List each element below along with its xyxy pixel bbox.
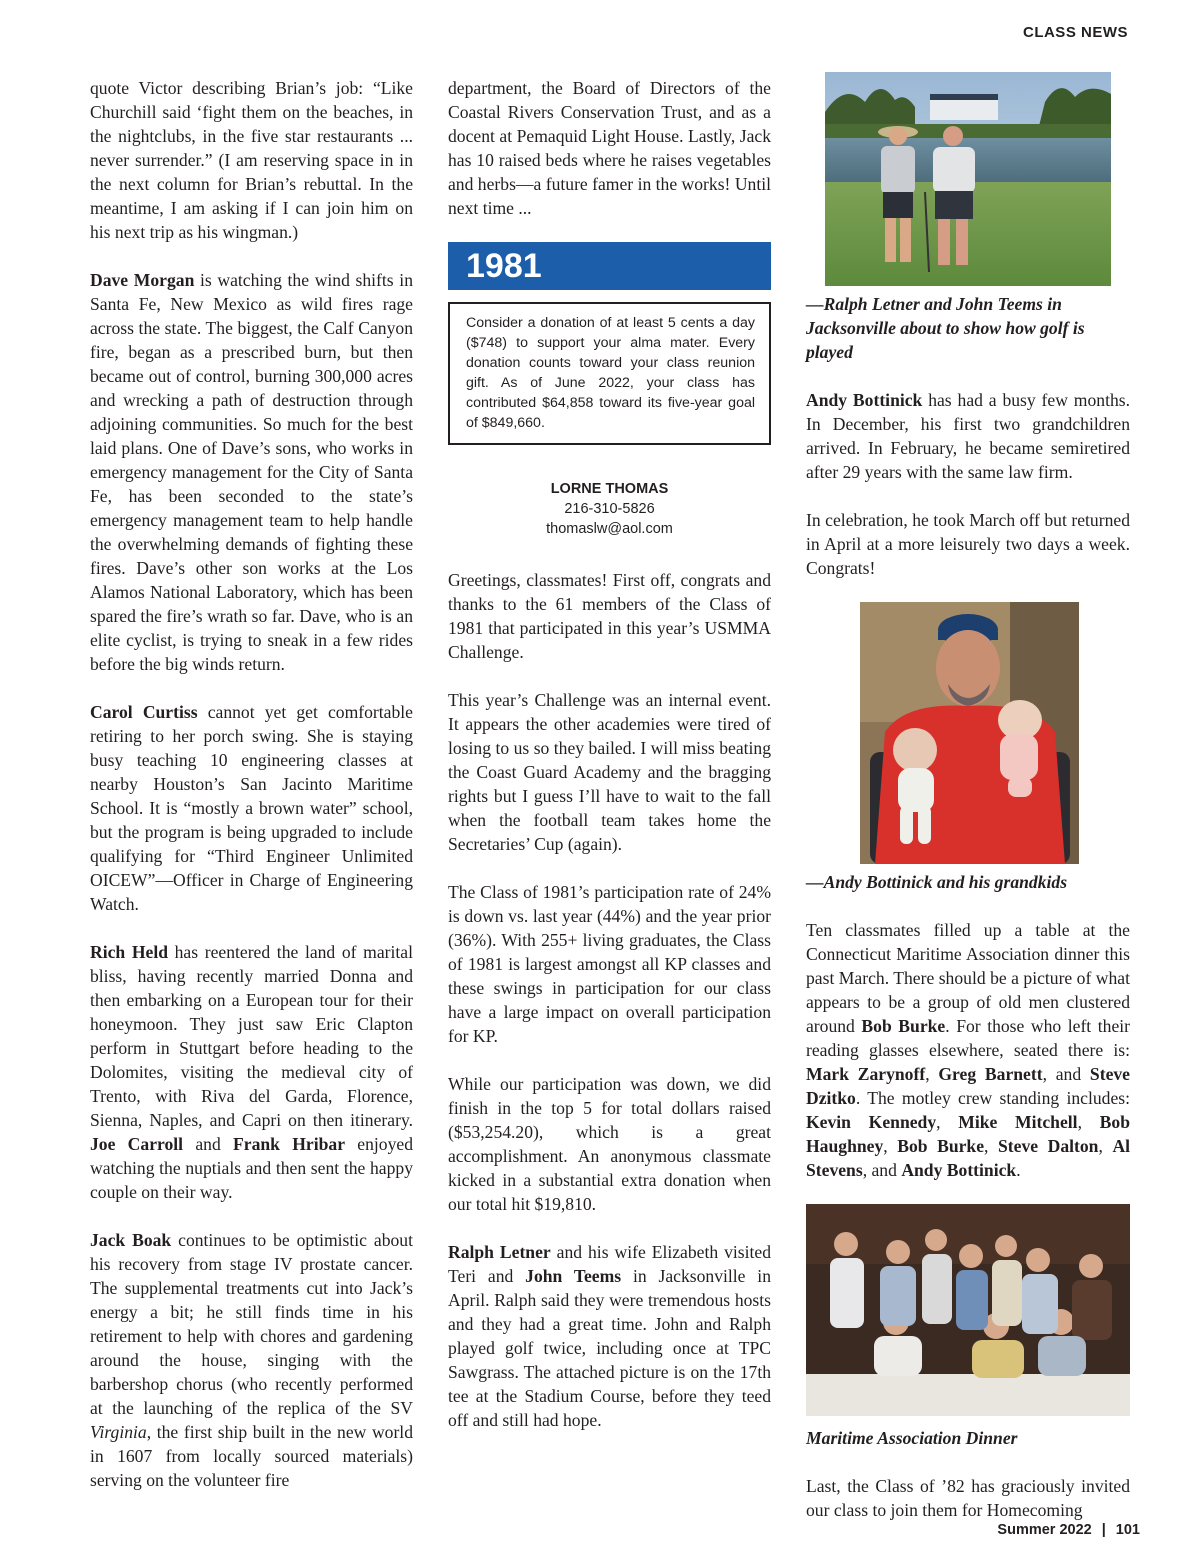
col3-paragraph-maritime-dinner: [806, 918, 1130, 1182]
paragraph-text: ,: [984, 1136, 998, 1156]
correspondent-phone: 216-310-5826: [564, 501, 655, 517]
paragraph-text: . For those who left their reading glasses elsewhere, seated there is:: [806, 1016, 1131, 1060]
col2-paragraph-1: department, the Board of Directors of the Coastal Rivers Conservation Trust, and as a docent at Pemaquid Light House. Lastly, Jack has 10 raised beds where he raises vegetables and herbs—a future famer in the works! Until next time ...: [448, 78, 771, 218]
classmate-name: Mike Mitchell: [958, 1112, 1078, 1132]
classmate-name: Al Stevens: [806, 1136, 1131, 1180]
classmate-name: Ralph Letner: [448, 1242, 551, 1262]
col2-paragraph-dollars: While our participation was down, we did finish in the top 5 for total dollars raised ($53,254.20), which is a great accomplishment. An anonymous classmate kicked in a substantial extra donation when our total hit $19,810.: [448, 1074, 771, 1214]
correspondent-name: LORNE THOMAS: [550, 481, 669, 497]
paragraph-text: ,: [883, 1136, 898, 1156]
classmate-name: Jack Boak: [90, 1230, 172, 1250]
donation-box: Consider a donation of at least 5 cents a day ($748) to support your alma mater. Every donation counts toward your class reunion gift. As of June 2022, your class has contributed $64,858 toward its five-year goal of $849,660.: [448, 302, 771, 445]
classmate-name: Dave Morgan: [90, 270, 195, 290]
classmate-name: Kevin Kennedy: [806, 1112, 937, 1132]
col1-paragraph-1: quote Victor describing Brian’s job: “Like Churchill said ‘fight them on the beaches, in the nightclubs, in the five star restaurants ... never surrender.” (I am reserving space in in the next column for Brian’s rebuttal. In the meantime, I am asking if I can join him on his next trip as his wingman.): [90, 78, 413, 242]
column-2: [448, 76, 771, 1432]
col1-paragraph-rich-held: [90, 940, 413, 1204]
correspondent-email[interactable]: thomaslw@aol.com: [546, 521, 673, 537]
paragraph-text: has reentered the land of marital bliss, having recently married Donna and then embarking on a European tour for their honeymoon. They just saw Eric Clapton perform in Stuttgart before heading to the Dolomites, visiting the medieval city of Trento, with Riva del Garda, Florence, Sienna, Naples, and Capri on then itinerary.: [90, 942, 413, 1130]
paragraph-text: ,: [1098, 1136, 1113, 1156]
paragraph-text: enjoyed watching the nuptials and then sent the happy couple on their way.: [90, 1134, 413, 1202]
classmate-name: Frank Hribar: [233, 1134, 346, 1154]
classmate-name: Greg Barnett: [938, 1064, 1043, 1084]
classmate-name: John Teems: [525, 1266, 622, 1286]
issue-label: Summer 2022: [997, 1522, 1092, 1538]
paragraph-text: in Jacksonville in April. Ralph said they were tremendous hosts and they had a great time. John and Ralph played golf twice, including once at TPC Sawgrass. The attached picture is on the 17th tee at the Stadium Course, before they teed off and still had hope.: [448, 1266, 771, 1430]
paragraph-text: Ten classmates filled up a table at the Connecticut Maritime Association dinner this past March. There should be a picture of what appears to be a group of old men clustered around: [806, 920, 1130, 1036]
dinner-photo: [806, 1204, 1130, 1416]
paragraph-text: .: [1016, 1160, 1021, 1180]
paragraph-text: . The motley crew standing includes:: [855, 1088, 1130, 1108]
classmate-name: Bob Burke: [861, 1016, 946, 1036]
class-correspondent: [448, 479, 771, 539]
col3-paragraph-celebration: In celebration, he took March off but returned in April at a more leisurely two days a week. Congrats!: [806, 510, 1130, 578]
golf-photo: [825, 72, 1111, 286]
paragraph-text: has had a busy few months. In December, his first two grandchildren arrived. In February, he became semiretired after 29 years with the same law firm.: [806, 390, 1131, 482]
classmate-name: Carol Curtiss: [90, 702, 198, 722]
grandkids-photo-caption: —Andy Bottinick and his grandkids: [806, 872, 1068, 892]
golf-photo-caption: —Ralph Letner and John Teems in Jacksonville about to show how golf is played: [806, 294, 1085, 362]
classmate-name: Mark Zarynoff: [806, 1064, 926, 1084]
col1-paragraph-dave-morgan: [90, 268, 413, 676]
classmate-name: Bob Haughney: [806, 1112, 1130, 1156]
paragraph-text: and: [183, 1134, 234, 1154]
classmate-name: Bob Burke: [897, 1136, 985, 1156]
paragraph-text: ,: [1077, 1112, 1100, 1132]
col3-paragraph-homecoming: Last, the Class of ’82 has graciously invited our class to join them for Homecoming: [806, 1476, 1130, 1520]
ship-name: Virginia: [90, 1422, 147, 1442]
section-header: CLASS NEWS: [1022, 24, 1128, 41]
column-3: [806, 72, 1130, 1522]
classmate-name: Steve Dalton: [998, 1136, 1099, 1156]
col2-paragraph-challenge: This year’s Challenge was an internal event. It appears the other academies were tired of losing to us so they bailed. I will miss beating the Coast Guard Academy and the bragging rights but I guess I’ll have to wait to the fall when the football team takes home the Secretaries’ Cup (again).: [448, 690, 771, 854]
column-1: [90, 76, 413, 1492]
class-year-banner: 1981: [448, 242, 771, 290]
col1-paragraph-jack-boak: [90, 1228, 413, 1492]
page-footer: [997, 1522, 1140, 1538]
footer-separator: |: [1101, 1522, 1106, 1538]
col2-paragraph-greetings: Greetings, classmates! First off, congrats and thanks to the 61 members of the Class of 1981 that participated in this year’s USMMA Challenge.: [448, 570, 771, 662]
paragraph-text: , and: [862, 1160, 902, 1180]
page-number: 101: [1115, 1522, 1140, 1538]
paragraph-text: continues to be optimistic about his recovery from stage IV prostate cancer. The supplemental treatments cut into Jack’s energy a bit; he still finds time in his retirement to help with chores and gardening around the house, singing with the barbershop chorus (who recently performed at the launching of the replica of the SV: [90, 1230, 413, 1418]
col1-paragraph-carol-curtiss: [90, 700, 413, 916]
classmate-name: Joe Carroll: [90, 1134, 184, 1154]
col3-paragraph-andy-bottinick: [806, 388, 1130, 484]
col2-paragraph-ralph-letner: [448, 1240, 771, 1432]
classmate-name: Rich Held: [90, 942, 168, 962]
paragraph-text: ,: [936, 1112, 959, 1132]
paragraph-text: and his wife Elizabeth visited Teri and: [448, 1242, 771, 1286]
paragraph-text: is watching the wind shifts in Santa Fe, New Mexico as wild fires rage across the state. The biggest, the Calf Canyon fire, began as a prescribed burn, but then became out of control, burning 300,000 acres and wrecking a path of destruction through adjoining communities. So much for the best laid plans. One of Dave’s sons, who works in emergency management for the City of Santa Fe, has been seconded to the state’s emergency management team to help handle the overwhelming demands of fighting these fires. Dave’s other son works at the Los Alamos National Laboratory, which has been spared the fire’s wrath so far. Dave, who is an elite cyclist, is trying to sneak in a few rides before the big winds return.: [90, 270, 413, 674]
classmate-name: Andy Bottinick: [806, 390, 923, 410]
col2-paragraph-participation: The Class of 1981’s participation rate of 24% is down vs. last year (44%) and the year prior (36%). With 255+ living graduates, the Class of 1981 is largest amongst all KP classes and these swings in participation for our class have a large impact on overall participation for KP.: [448, 882, 771, 1046]
paragraph-text: ,: [925, 1064, 939, 1084]
paragraph-text: , the first ship built in the new world in 1607 from locally sourced materials) serving on the volunteer fire: [90, 1422, 413, 1490]
paragraph-text: , and: [1042, 1064, 1090, 1084]
paragraph-text: cannot yet get comfortable retiring to her porch swing. She is staying busy teaching 10 engineering classes at nearby Houston’s San Jacinto Maritime School. It is “mostly a brown water” school, but the program is being upgraded to include qualifying for “Third Engineer Unlimited OICEW”—Officer in Charge of Engineering Watch.: [90, 702, 413, 914]
classmate-name: Andy Bottinick: [901, 1160, 1017, 1180]
dinner-photo-caption: Maritime Association Dinner: [806, 1428, 1018, 1448]
classmate-name: Steve Dzitko: [806, 1064, 1130, 1108]
grandkids-photo: [860, 602, 1079, 864]
